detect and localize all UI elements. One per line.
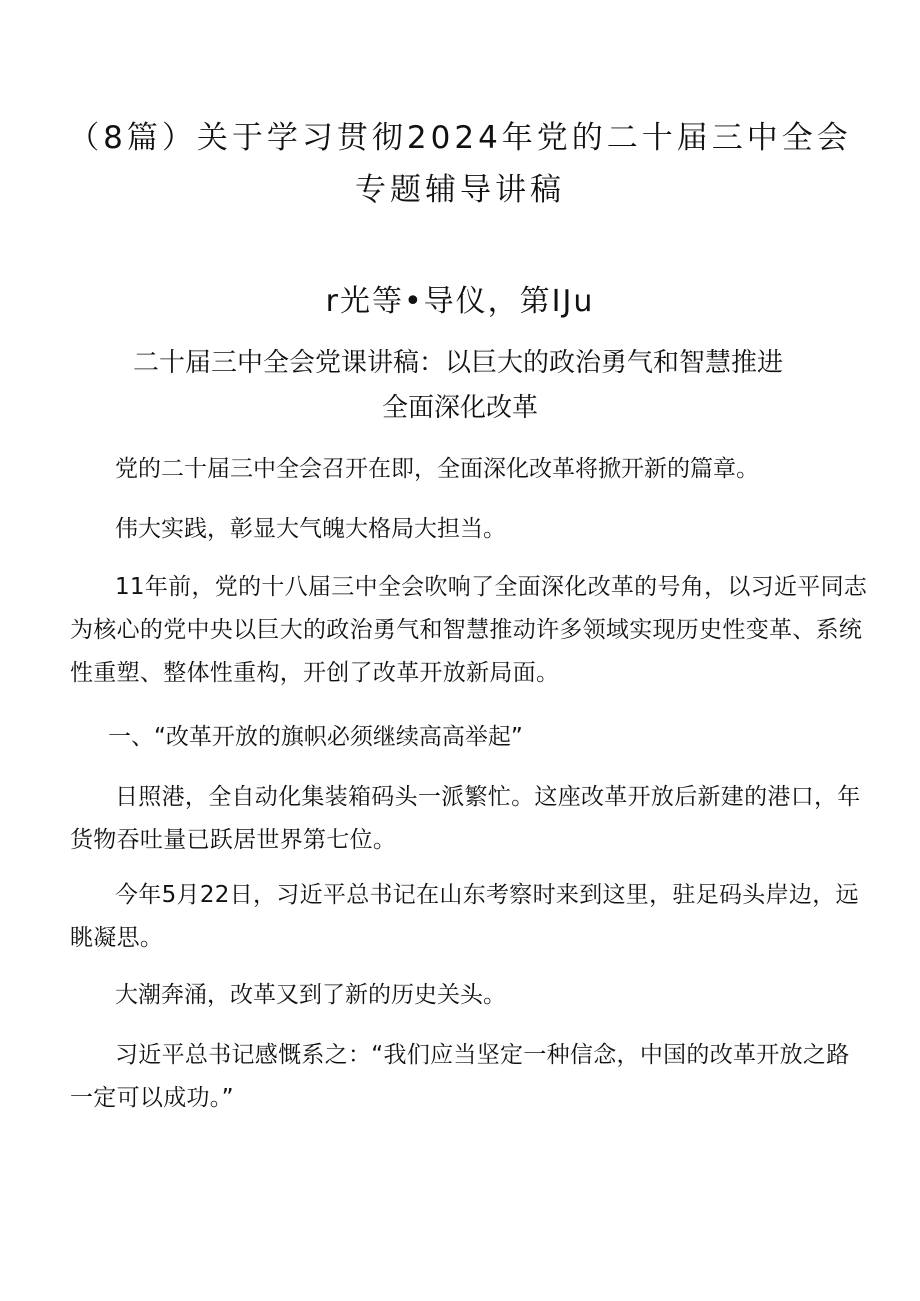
paragraph-8 <box>70 1034 860 1120</box>
document-title-line-1: （8篇）关于学习贯彻2024年党的二十届三中全会 <box>68 120 852 156</box>
section-heading-1 <box>108 716 848 758</box>
paragraph-line: 为核心的党中央以巨大的政治勇气和智慧推动许多领域实现历史性变革、系统 <box>70 617 863 643</box>
subtitle-line-2: 全面深化改革 <box>381 393 538 423</box>
paragraph-line: 货物吞吐量已跃居世界第七位。 <box>70 827 397 853</box>
paragraph-3 <box>70 566 868 695</box>
paragraph-line: 伟大实践，彰显大气魄大格局大担当。 <box>115 516 506 542</box>
paragraph-line: 习近平总书记感慨系之：“我们应当坚定一种信念，中国的改革开放之路 <box>115 1042 850 1068</box>
paragraph-line: 今年5月22日，习近平总书记在山东考察时来到这里，驻足码头岸边，远 <box>115 882 859 908</box>
paragraph-line: 眺凝思。 <box>70 925 164 951</box>
paragraph-line: 日照港，全自动化集装箱码头一派繁忙。这座改革开放后新建的港口，年 <box>115 784 861 810</box>
paragraph-1 <box>115 448 855 490</box>
subtitle-line-1: 二十届三中全会党课讲稿：以巨大的政治勇气和智慧推进 <box>132 348 783 378</box>
paragraph-2 <box>115 508 855 550</box>
paragraph-line: 党的二十届三中全会召开在即，全面深化改革将掀开新的篇章。 <box>115 456 759 482</box>
paragraph-line: 一、“改革开放的旗帜必须继续高高举起” <box>108 724 523 750</box>
paragraph-line: 11年前，党的十八届三中全会吹响了全面深化改革的号角，以习近平同志 <box>115 574 868 600</box>
paragraph-5 <box>70 776 860 862</box>
paragraph-line: 大潮奔涌，改革又到了新的历史关头。 <box>115 982 506 1008</box>
paragraph-6 <box>70 874 860 960</box>
paragraph-line: 一定可以成功。” <box>70 1085 234 1111</box>
paragraph-line: 性重塑、整体性重构，开创了改革开放新局面。 <box>70 660 560 686</box>
document-title-line-2: 专题辅导讲稿 <box>355 172 565 208</box>
garbled-heading: r光等•导仪，第IJu <box>325 284 595 319</box>
paragraph-7 <box>115 974 855 1016</box>
